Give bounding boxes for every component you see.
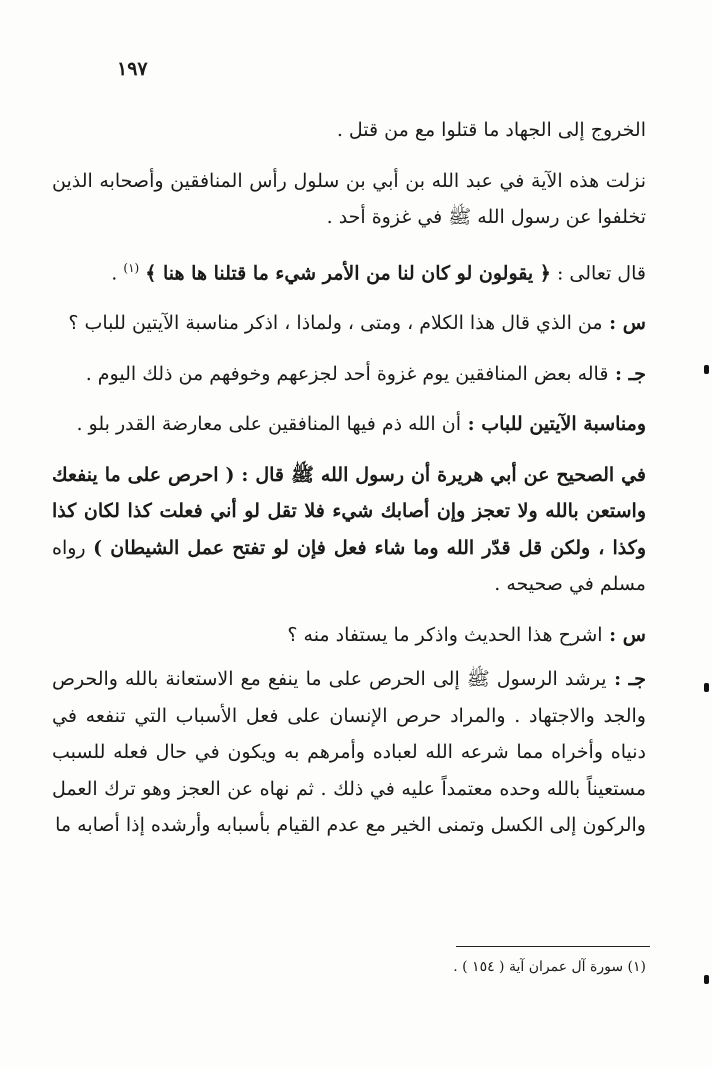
answer-paragraph	[52, 661, 646, 844]
answer-paragraph	[52, 356, 646, 393]
scan-edge-mark	[704, 683, 709, 692]
hadith-paragraph	[52, 457, 646, 603]
question-label: س :	[602, 312, 646, 335]
answer-text: قاله بعض المنافقين يوم غزوة أحد لجزعهم وخوفهم من ذلك اليوم .	[85, 362, 609, 385]
hadith-intro: في الصحيح عن أبي هريرة أن رسول الله ﷺ قال :	[234, 463, 647, 486]
footnote: (١) سورة آل عمران آية ( ١٥٤ ) .	[453, 959, 646, 975]
answer-label: جـ :	[608, 362, 646, 385]
verse-intro: قال تعالى :	[550, 261, 646, 284]
question-paragraph	[52, 617, 646, 654]
verse-end: .	[111, 261, 124, 284]
question-text: من الذي قال هذا الكلام ، ومتى ، ولماذا ، اذكر مناسبة الآيتين للباب ؟	[68, 312, 603, 335]
page-number: ١٩٧	[117, 58, 148, 80]
footnote-divider	[456, 946, 650, 947]
question-paragraph	[52, 305, 646, 342]
relevance-paragraph	[52, 406, 646, 443]
quran-verse: ﴿ يقولون لو كان لنا من الأمر شيء ما قتلنا ها هنا ﴾	[145, 261, 551, 284]
page-body	[52, 112, 646, 858]
relevance-label: ومناسبة الآيتين للباب :	[460, 413, 646, 436]
verse-paragraph	[52, 250, 646, 292]
hadith-text: ( احرص على ما ينفعك واستعن بالله ولا تعجز وإن أصابك شيء فلا تقل لو أني فعلت كذا لكان كذا وكذا ، ولكن قل قدّر الله وما شاء فعل فإن لو تفتح عمل الشيطان )	[52, 463, 646, 559]
question-text: اشرح هذا الحديث واذكر ما يستفاد منه ؟	[287, 623, 603, 646]
answer-text: يرشد الرسول ﷺ إلى الحرص على ما ينفع مع الاستعانة بالله والحرص والجد والاجتهاد . والمراد حرص الإنسان على فعل الأسباب التي تنفعه في دنياه وأخراه مما شرعه الله لعباده وأمرهم به ويكون في حال فعله للسبب مستعيناً بالله وحده معتمداً عليه في ذلك . ثم نهاه عن العجز وهو ترك العمل والركون إلى الكسل وتمنى الخير مع عدم القيام بأسبابه وأرشده إذا أصابه ما	[52, 668, 646, 837]
scan-edge-mark	[704, 975, 709, 984]
paragraph: الخروج إلى الجهاد ما قتلوا مع من قتل .	[336, 119, 646, 141]
footnote-marker: (١)	[123, 260, 140, 275]
relevance-text: أن الله ذم فيها المنافقين على معارضة القدر بلو .	[76, 413, 461, 436]
hadith-source: رواه مسلم في صحيحه .	[52, 536, 646, 596]
paragraph: نزلت هذه الآية في عبد الله بن أبي بن سلول رأس المنافقين وأصحابه الذين تخلفوا عن رسول الله ﷺ في غزوة أحد .	[52, 169, 646, 228]
question-label: س :	[602, 623, 646, 646]
answer-label: جـ :	[606, 668, 646, 691]
scan-edge-mark	[704, 365, 709, 374]
